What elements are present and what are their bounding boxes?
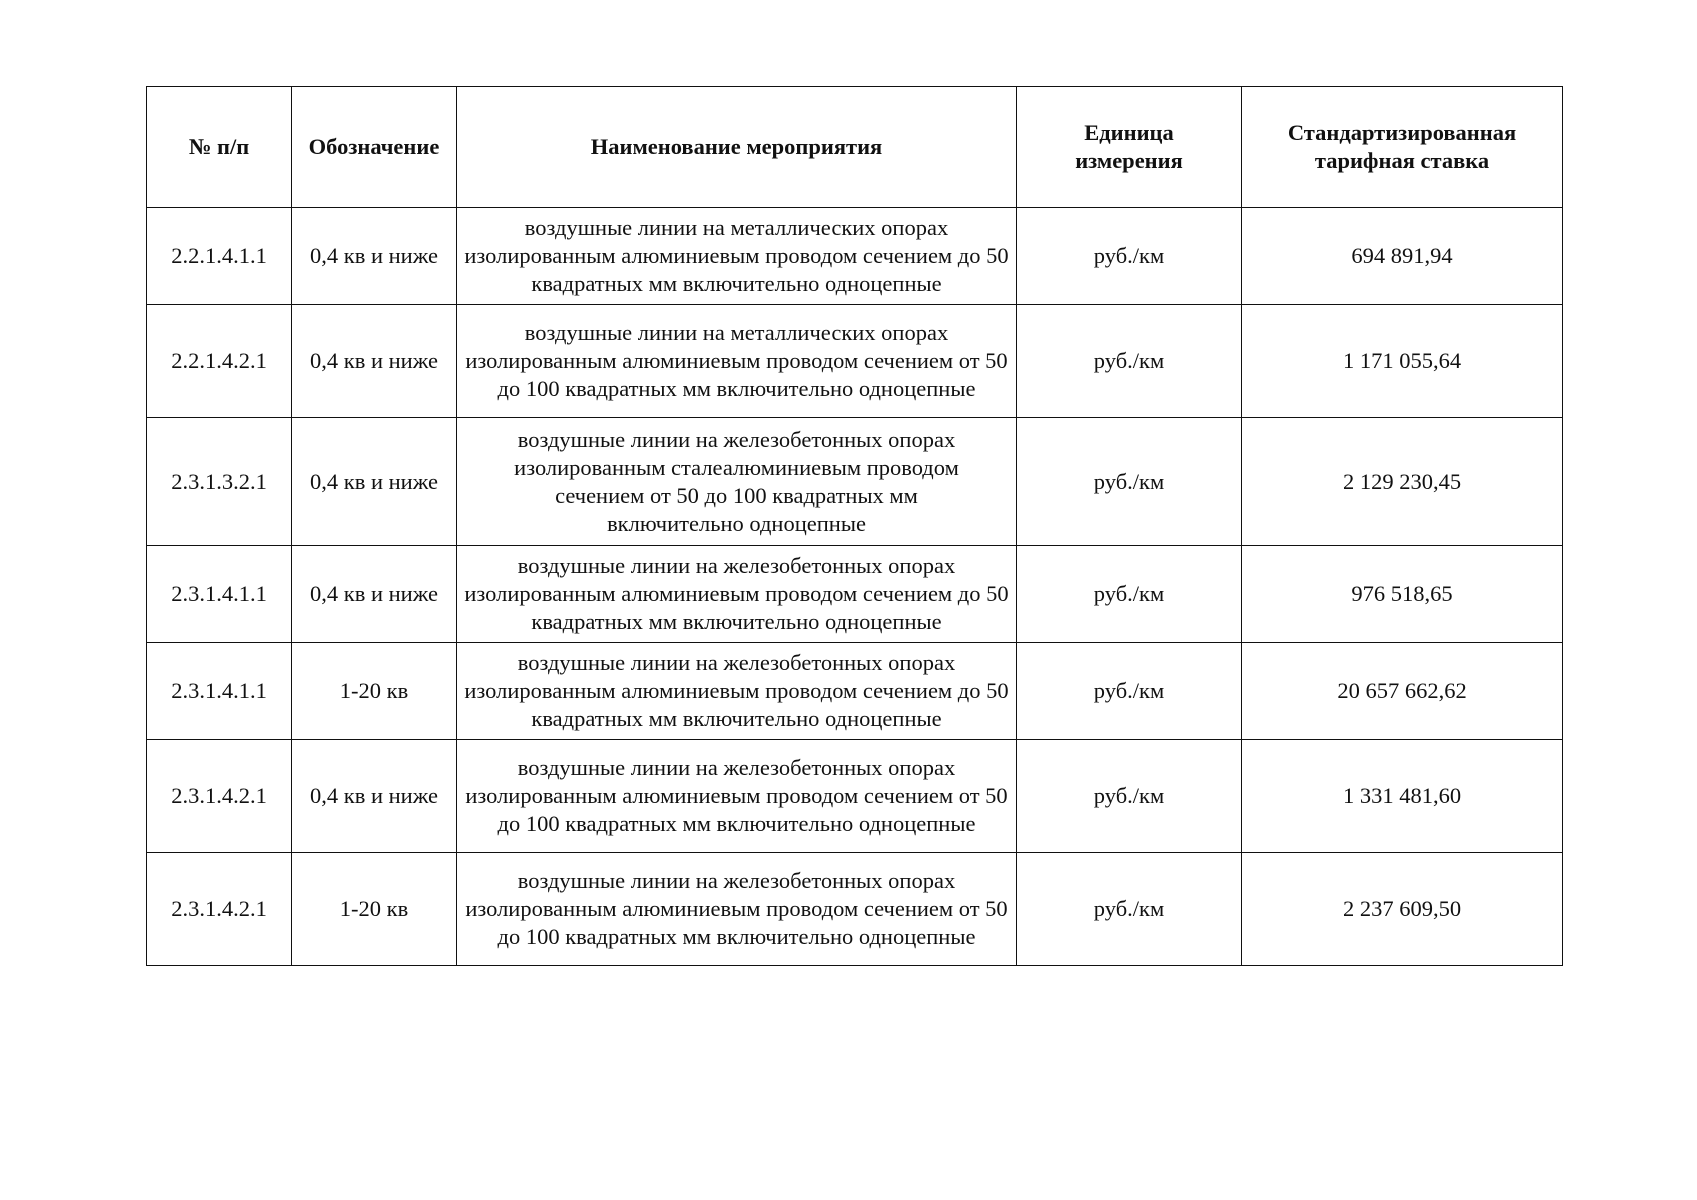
row-tariff-rate: 976 518,65 xyxy=(1242,546,1563,643)
header-row xyxy=(147,87,1563,208)
row-number: 2.3.1.4.1.1 xyxy=(147,643,292,740)
row-tariff-rate: 2 129 230,45 xyxy=(1242,418,1563,546)
row-number: 2.3.1.4.1.1 xyxy=(147,546,292,643)
row-designation: 0,4 кв и ниже xyxy=(292,740,457,853)
header-unit: Единица измерения xyxy=(1017,87,1242,208)
row-tariff-rate: 694 891,94 xyxy=(1242,208,1563,305)
row-tariff-rate: 2 237 609,50 xyxy=(1242,853,1563,966)
row-designation: 0,4 кв и ниже xyxy=(292,305,457,418)
row-number: 2.3.1.4.2.1 xyxy=(147,853,292,966)
row-designation: 0,4 кв и ниже xyxy=(292,546,457,643)
header-designation: Обозначение xyxy=(292,87,457,208)
table-row xyxy=(147,546,1563,643)
row-designation: 1-20 кв xyxy=(292,853,457,966)
row-unit: руб./км xyxy=(1017,208,1242,305)
row-tariff-rate: 1 331 481,60 xyxy=(1242,740,1563,853)
row-number: 2.3.1.3.2.1 xyxy=(147,418,292,546)
row-unit: руб./км xyxy=(1017,740,1242,853)
table-row xyxy=(147,418,1563,546)
row-designation: 0,4 кв и ниже xyxy=(292,418,457,546)
table-row xyxy=(147,643,1563,740)
row-activity-name: воздушные линии на металлических опорах изолированным алюминиевым проводом сечением до 50 квадратных мм включительно одноцепные xyxy=(457,208,1017,305)
header-tariff-rate: Стандартизированная тарифная ставка xyxy=(1242,87,1563,208)
row-unit: руб./км xyxy=(1017,546,1242,643)
tariff-table xyxy=(146,86,1563,966)
row-unit: руб./км xyxy=(1017,643,1242,740)
row-unit: руб./км xyxy=(1017,418,1242,546)
header-number: № п/п xyxy=(147,87,292,208)
row-unit: руб./км xyxy=(1017,853,1242,966)
row-activity-name: воздушные линии на железобетонных опорах изолированным алюминиевым проводом сечением до 50 квадратных мм включительно одноцепные xyxy=(457,546,1017,643)
row-designation: 1-20 кв xyxy=(292,643,457,740)
row-activity-name: воздушные линии на железобетонных опорах изолированным алюминиевым проводом сечением от 50 до 100 квадратных мм включительно одноцепные xyxy=(457,853,1017,966)
table-row xyxy=(147,853,1563,966)
row-number: 2.2.1.4.1.1 xyxy=(147,208,292,305)
row-designation: 0,4 кв и ниже xyxy=(292,208,457,305)
row-activity-name: воздушные линии на металлических опорах изолированным алюминиевым проводом сечением от 50 до 100 квадратных мм включительно одноцепные xyxy=(457,305,1017,418)
row-activity-name: воздушные линии на железобетонных опорах изолированным алюминиевым проводом сечением от 50 до 100 квадратных мм включительно одноцепные xyxy=(457,740,1017,853)
row-tariff-rate: 20 657 662,62 xyxy=(1242,643,1563,740)
row-number: 2.2.1.4.2.1 xyxy=(147,305,292,418)
row-number: 2.3.1.4.2.1 xyxy=(147,740,292,853)
row-tariff-rate: 1 171 055,64 xyxy=(1242,305,1563,418)
row-activity-name: воздушные линии на железобетонных опорах изолированным алюминиевым проводом сечением до 50 квадратных мм включительно одноцепные xyxy=(457,643,1017,740)
row-activity-name: воздушные линии на железобетонных опорах изолированным сталеалюминиевым проводом сечением от 50 до 100 квадратных мм включительно одноцепные xyxy=(457,418,1017,546)
table-row xyxy=(147,740,1563,853)
header-activity-name: Наименование мероприятия xyxy=(457,87,1017,208)
table-row xyxy=(147,208,1563,305)
row-unit: руб./км xyxy=(1017,305,1242,418)
table-row xyxy=(147,305,1563,418)
